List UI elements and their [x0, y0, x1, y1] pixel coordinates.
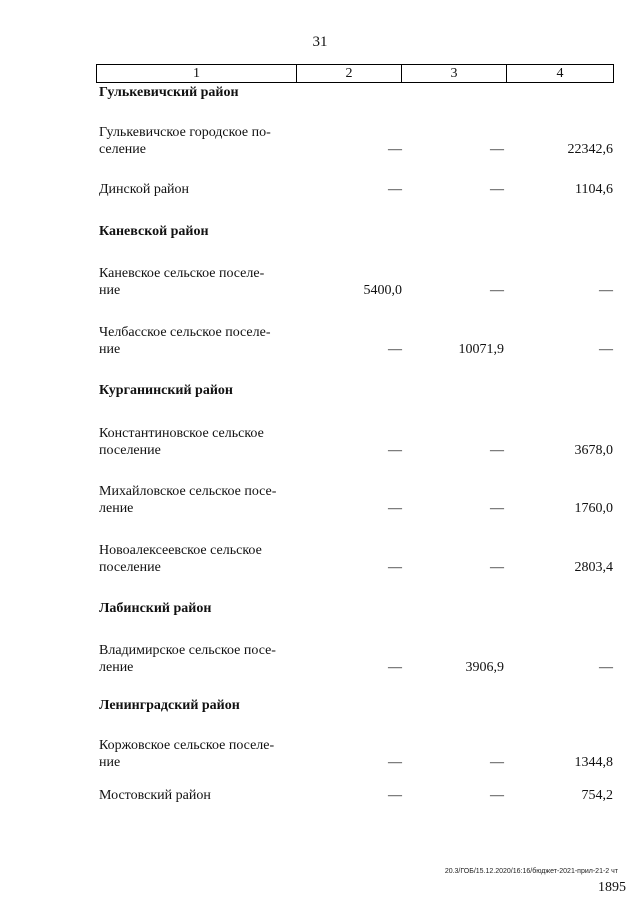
district-title: Лабинский район: [99, 601, 212, 616]
settlement-name: [99, 181, 299, 198]
column-3-value: —: [490, 283, 504, 298]
page-number: 31: [312, 34, 328, 50]
column-3-value: —: [490, 142, 504, 157]
column-4-value: 2803,4: [574, 560, 613, 575]
column-2-value: —: [388, 501, 402, 516]
settlement-name-line: ние: [99, 283, 121, 298]
settlement-name: [99, 425, 299, 459]
column-2-value: —: [388, 342, 402, 357]
settlement-name-line: поселение: [99, 560, 161, 575]
column-4-value: 1760,0: [574, 501, 613, 516]
column-4-value: —: [599, 342, 613, 357]
column-4-value: —: [599, 660, 613, 675]
settlement-name-line: Михайловское сельское посе-: [99, 484, 277, 499]
column-4-value: 22342,6: [567, 142, 613, 157]
column-header-3: 3: [402, 65, 507, 82]
footer-page-number: 1895: [598, 880, 626, 895]
settlement-name-line: Челбасское сельское поселе-: [99, 325, 271, 340]
district-title: Ленинградский район: [99, 698, 240, 713]
column-2-value: —: [388, 142, 402, 157]
settlement-name-line: ние: [99, 342, 121, 357]
settlement-name: [99, 642, 299, 676]
column-header-4: 4: [556, 66, 564, 81]
column-3-value: —: [490, 560, 504, 575]
column-2-value: —: [388, 755, 402, 770]
settlement-name-line: Коржовское сельское поселе-: [99, 738, 275, 753]
column-4-value: 1344,8: [574, 755, 613, 770]
settlement-name-line: Каневское сельское поселе-: [99, 266, 265, 281]
settlement-name-line: селение: [99, 142, 146, 157]
district-title: Гулькевичский район: [99, 85, 239, 100]
settlement-name: [99, 737, 299, 771]
column-2-value: —: [388, 660, 402, 675]
settlement-name: [99, 787, 299, 804]
column-header-1: 1: [97, 65, 297, 82]
settlement-name-line: Константиновское сельское: [99, 426, 264, 441]
column-2-value: —: [388, 560, 402, 575]
column-header-2: 2: [297, 65, 402, 82]
column-4-value: —: [599, 283, 613, 298]
settlement-name-line: ление: [99, 501, 134, 516]
settlement-name-line: ние: [99, 755, 121, 770]
column-4-value: 1104,6: [575, 182, 613, 197]
column-3-value: 10071,9: [458, 342, 504, 357]
column-2-value: —: [388, 182, 402, 197]
settlement-name: [99, 483, 299, 517]
column-2-value: —: [388, 443, 402, 458]
settlement-name-line: Гулькевичское городское по-: [99, 125, 271, 140]
column-2-value: —: [388, 788, 402, 803]
settlement-name: [99, 124, 299, 158]
settlement-name-line: Динской район: [99, 182, 190, 197]
column-3-value: —: [490, 501, 504, 516]
column-3-value: —: [490, 182, 504, 197]
settlement-name-line: Владимирское сельское посе-: [99, 643, 276, 658]
district-title: Каневской район: [99, 224, 209, 239]
column-3-value: —: [490, 443, 504, 458]
column-header-row: [96, 64, 614, 83]
settlement-name-line: Мостовский район: [99, 788, 211, 803]
document-code: 20.3/ГОБ/15.12.2020/16:16/бюджет-2021-прил-21-2 чт: [444, 868, 618, 875]
settlement-name: [99, 542, 299, 576]
settlement-name: [99, 324, 299, 358]
district-title: Курганинский район: [99, 383, 233, 398]
column-4-value: 754,2: [581, 788, 613, 803]
column-3-value: —: [490, 755, 504, 770]
column-3-value: 3906,9: [465, 660, 504, 675]
column-4-value: 3678,0: [574, 443, 613, 458]
column-3-value: —: [490, 788, 504, 803]
settlement-name-line: поселение: [99, 443, 161, 458]
settlement-name-line: ление: [99, 660, 134, 675]
settlement-name-line: Новоалексеевское сельское: [99, 543, 262, 558]
settlement-name: [99, 265, 299, 299]
column-2-value: 5400,0: [363, 283, 402, 298]
